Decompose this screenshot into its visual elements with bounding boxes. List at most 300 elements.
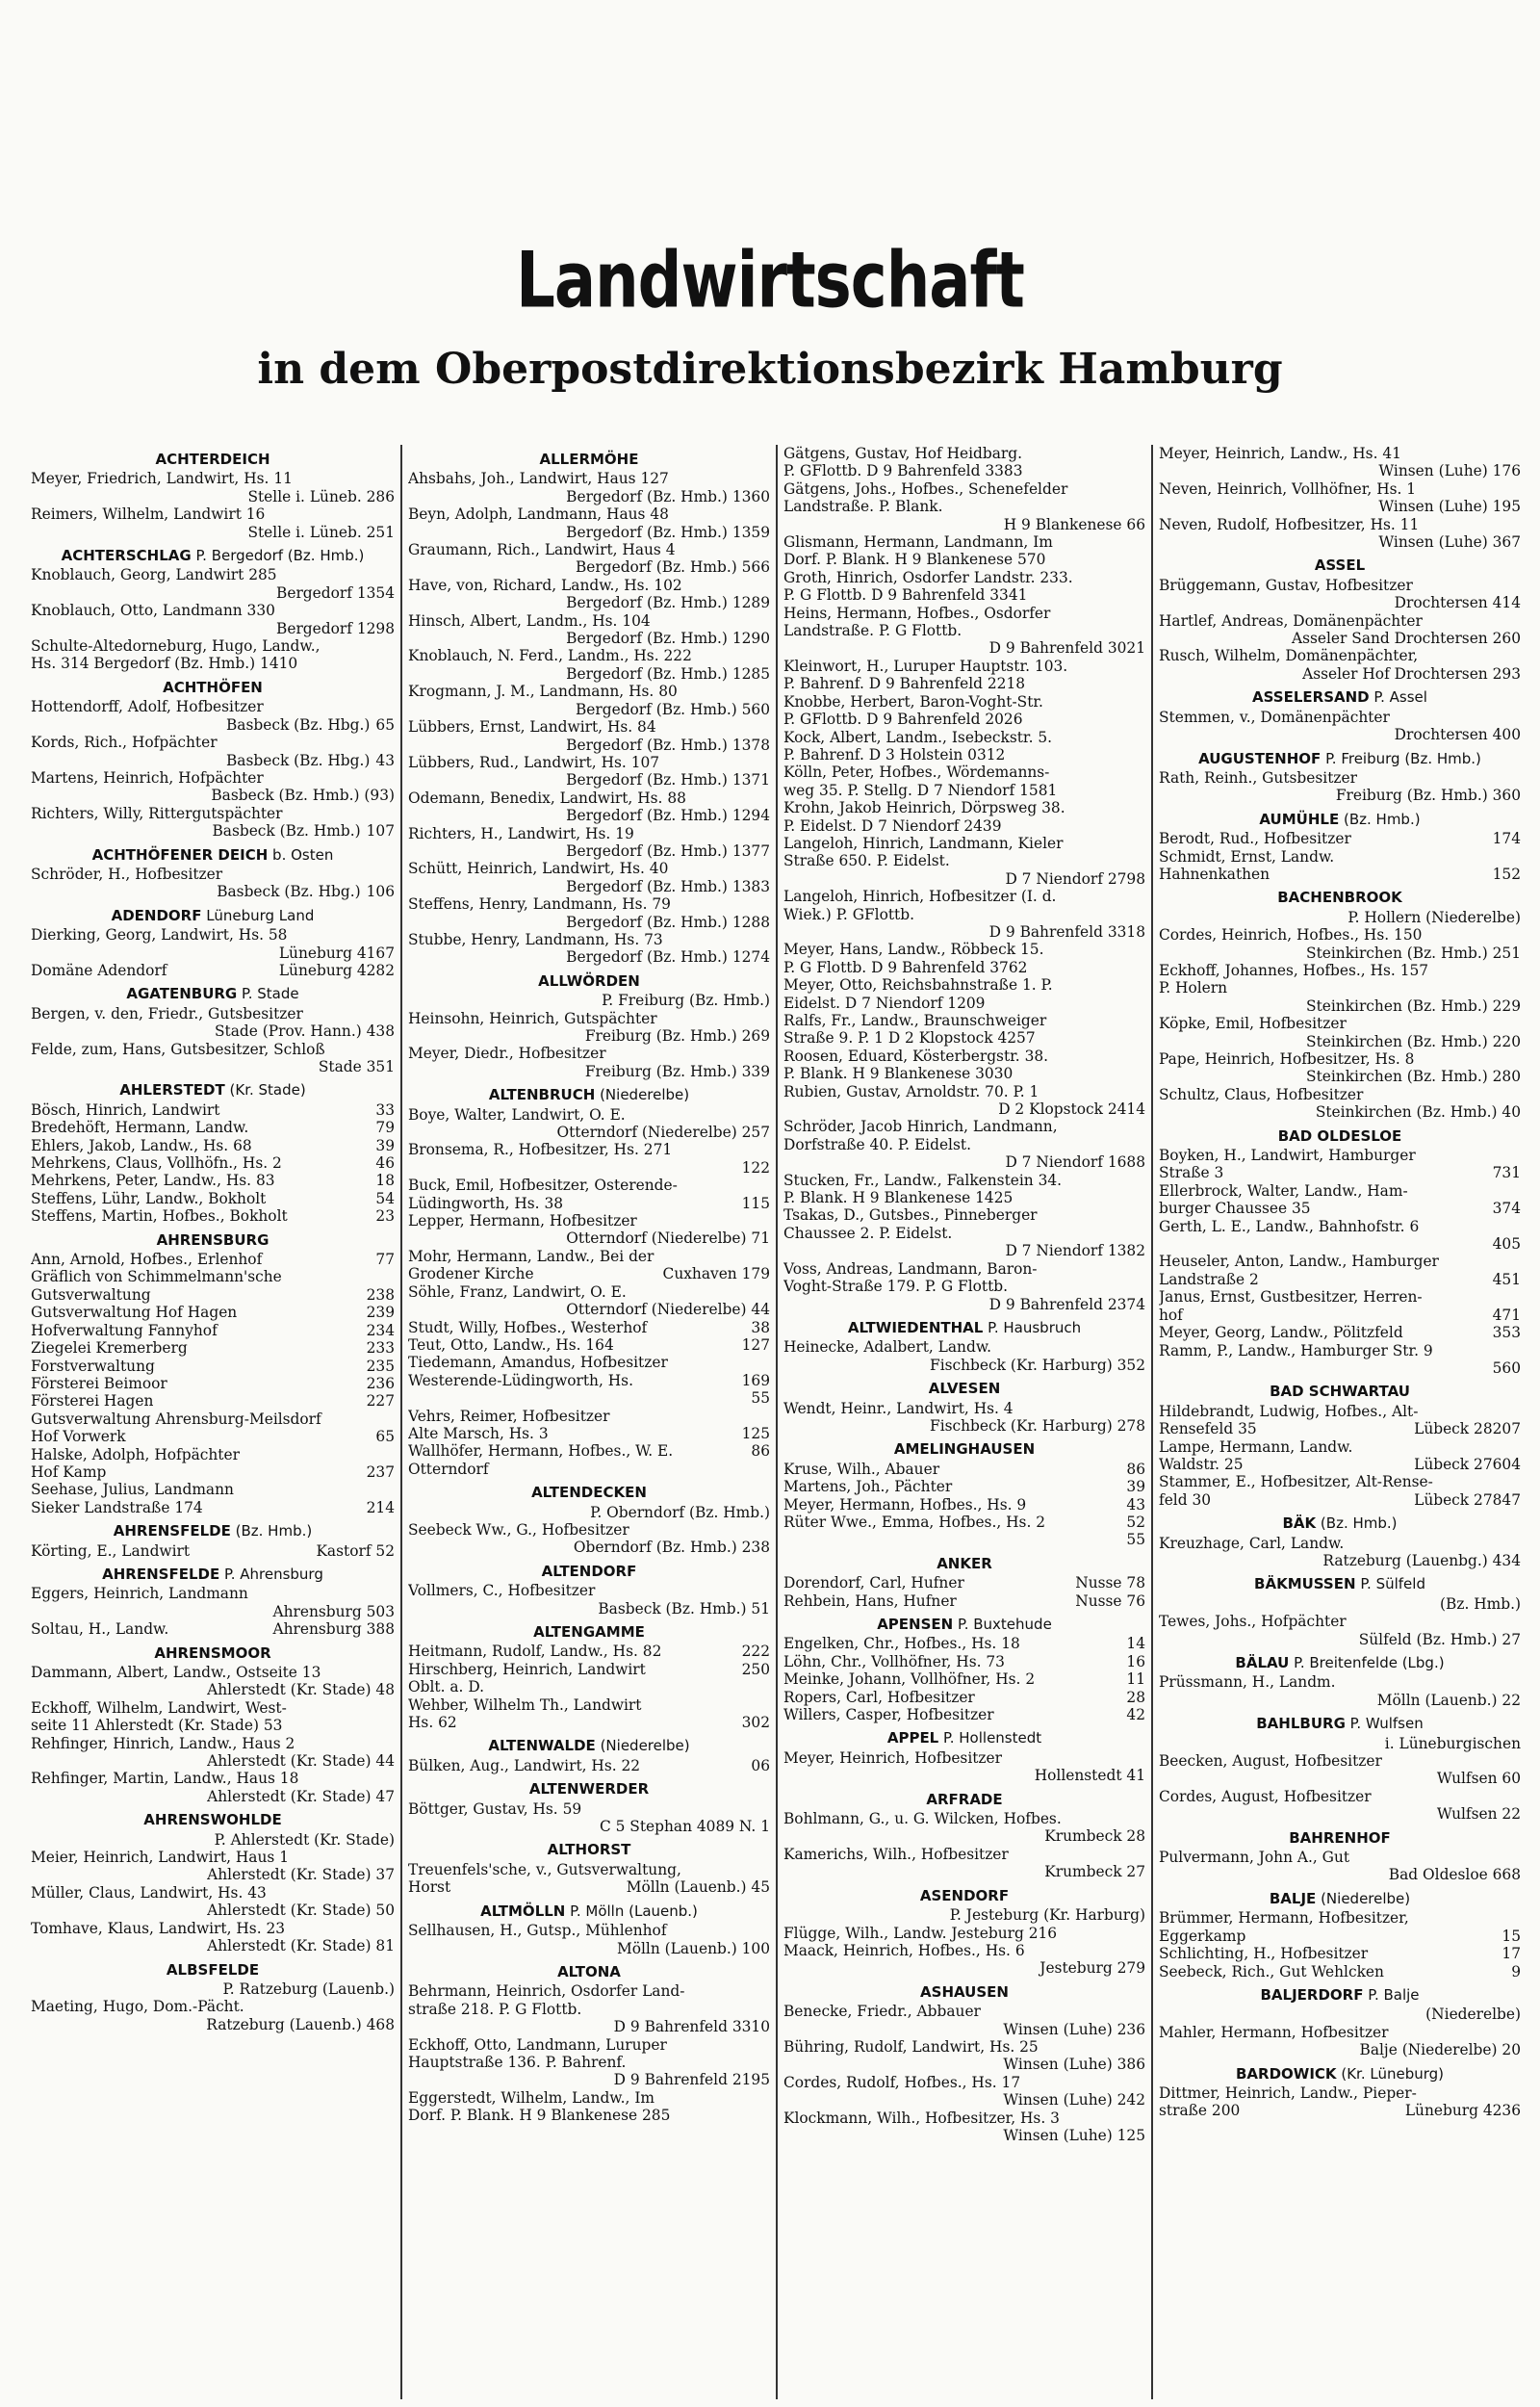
entry-phone-number: 65 xyxy=(375,1428,395,1446)
place-name: BAD SCHWARTAU xyxy=(1270,1383,1410,1401)
entry-line xyxy=(783,658,1145,675)
entry-line xyxy=(408,2001,770,2018)
entry-line xyxy=(408,914,770,931)
entry-line xyxy=(408,1818,770,1835)
entry-text: Freiburg (Bz. Hmb.) 339 xyxy=(584,1062,770,1080)
entry-line xyxy=(783,1118,1145,1135)
place-post-office: P. Ahrensburg xyxy=(224,1565,323,1583)
entry-phone-number: 11 xyxy=(1126,1670,1145,1689)
entry-phone-number: 79 xyxy=(375,1119,395,1137)
entry-line xyxy=(408,541,770,558)
place-name: AGATENBURG xyxy=(126,985,238,1003)
entry-phone-number: 65 xyxy=(375,715,395,734)
entry-text: Sülfeld (Bz. Hmb.) 27 xyxy=(1358,1630,1521,1648)
entry-text: Krumbeck 28 xyxy=(1044,1827,1145,1846)
entry-text: Groth, Hinrich, Osdorfer Landstr. 233. xyxy=(783,568,1073,586)
entry-line xyxy=(31,1980,395,1998)
entry-line xyxy=(31,1463,395,1481)
entry-line xyxy=(408,1940,770,1957)
entry-line xyxy=(1159,498,1521,515)
entry-line xyxy=(31,470,395,487)
entry-text: Ahlerstedt (Kr. Stade) 47 xyxy=(207,1787,395,1805)
entry-line xyxy=(408,718,770,736)
entry-phone-number: 39 xyxy=(375,1136,395,1154)
entry-text: Gätgens, Gustav, Hof Heidbarg. xyxy=(783,445,1023,462)
entry-line xyxy=(783,1461,1145,1478)
entry-text: Körting, E., Landwirt xyxy=(31,1541,191,1560)
entry-phone-number: 238 xyxy=(366,1285,395,1304)
entry-line xyxy=(1159,1324,1521,1341)
entry-line xyxy=(31,655,395,672)
entry-phone-number: 106 xyxy=(366,883,395,901)
entry-text: Steffens, Martin, Hofbes., Bokholt xyxy=(31,1207,288,1226)
entry-line xyxy=(408,2054,770,2071)
entry-line xyxy=(1159,1535,1521,1552)
entry-line xyxy=(31,1831,395,1849)
entry-line xyxy=(1159,647,1521,664)
place-heading xyxy=(31,1522,395,1540)
entry-line xyxy=(783,1357,1145,1374)
entry-line xyxy=(31,1717,395,1734)
entry-text: Lepper, Hermann, Hofbesitzer xyxy=(408,1212,637,1230)
entry-line xyxy=(1159,1403,1521,1420)
entry-text: Försterei Hagen xyxy=(31,1392,154,1411)
entry-text: Forstverwaltung xyxy=(31,1357,155,1375)
entry-text: Hildebrandt, Ludwig, Hofbes., Alt- xyxy=(1159,1402,1419,1420)
entry-text: Heinsohn, Heinrich, Gutspächter xyxy=(408,1009,657,1027)
entry-phone-number: 239 xyxy=(366,1304,395,1322)
entry-line xyxy=(408,1229,770,1247)
entry-line xyxy=(1159,997,1521,1015)
place-name: BAHRENHOF xyxy=(1289,1828,1391,1847)
entry-line xyxy=(408,1714,770,1731)
entry-line xyxy=(31,1411,395,1428)
place-name: AHLERSTEDT xyxy=(119,1081,225,1100)
entry-line xyxy=(408,737,770,754)
entry-text: Hof Vorwerk xyxy=(31,1428,126,1446)
place-heading xyxy=(1159,2065,1521,2083)
place-heading xyxy=(31,846,395,864)
entry-line xyxy=(1159,1770,1521,1787)
entry-line xyxy=(783,959,1145,976)
entry-line xyxy=(408,1106,770,1124)
place-name: ALLWÖRDEN xyxy=(538,971,640,990)
place-post-office: (Niederelbe) xyxy=(1321,1889,1411,1907)
entry-line xyxy=(31,1005,395,1022)
entry-line xyxy=(783,586,1145,604)
entry-text: Halske, Adolph, Hofpächter xyxy=(31,1445,240,1463)
place-name: ALLERMÖHE xyxy=(539,451,639,468)
entry-line xyxy=(1159,830,1521,847)
entry-line xyxy=(31,2016,395,2033)
entry-text: P. Holern xyxy=(1159,979,1228,997)
place-name: AHRENSBURG xyxy=(156,1230,270,1249)
entry-line xyxy=(408,683,770,700)
entry-line xyxy=(783,976,1145,994)
place-heading xyxy=(1159,1829,1521,1847)
entry-line xyxy=(1159,1491,1521,1509)
entry-line xyxy=(408,1124,770,1141)
entry-text: P. Jesteburg (Kr. Harburg) xyxy=(949,1906,1145,1925)
place-name: AHRENSMOOR xyxy=(154,1643,271,1662)
entry-text: Sellhausen, H., Gutsp., Mühlenhof xyxy=(408,1922,667,1940)
place-heading xyxy=(783,1319,1145,1336)
entry-text: Söhle, Franz, Landwirt, O. E. xyxy=(408,1282,627,1301)
entry-phone-number: 38 xyxy=(751,1318,770,1336)
entry-text: Mehrkens, Claus, Vollhöfn., Hs. 2 xyxy=(31,1154,282,1173)
place-post-office: (Niederelbe) xyxy=(600,1737,690,1755)
entry-text: D 7 Niendorf 2798 xyxy=(1005,869,1145,888)
entry-text: P. Eidelst. D 7 Niendorf 2439 xyxy=(783,816,1002,835)
entry-text: Otterndorf (Niederelbe) 257 xyxy=(556,1124,770,1142)
entry-line xyxy=(31,602,395,619)
entry-text: Behrmann, Heinrich, Osdorfer Land- xyxy=(408,1982,685,2001)
entry-text: Steinkirchen (Bz. Hmb.) 40 xyxy=(1315,1103,1521,1122)
entry-line xyxy=(1159,1473,1521,1490)
entry-phone-number: 169 xyxy=(741,1371,770,1389)
entry-text xyxy=(408,1389,745,1407)
entry-text: Willers, Casper, Hofbesitzer xyxy=(783,1706,994,1724)
entry-line xyxy=(783,1574,1145,1592)
entry-text: Kruse, Wilh., Abauer xyxy=(783,1460,940,1478)
entry-line xyxy=(31,752,395,769)
entry-line xyxy=(783,1338,1145,1356)
place-post-office: P. Freiburg (Bz. Hmb.) xyxy=(1325,749,1481,767)
entry-text: Buck, Emil, Hofbesitzer, Osterende- xyxy=(408,1177,678,1195)
entry-text: Pulvermann, John A., Gut xyxy=(1159,1849,1350,1867)
column-3 xyxy=(776,445,1151,2399)
entry-phone-number: Cuxhaven 179 xyxy=(662,1265,770,1283)
entry-text: Ziegelei Kremerberg xyxy=(31,1339,188,1358)
entry-text: Odemann, Benedix, Landwirt, Hs. 88 xyxy=(408,789,686,807)
entry-line xyxy=(783,1012,1145,1029)
entry-line xyxy=(1159,665,1521,683)
entry-text: Eidelst. D 7 Niendorf 1209 xyxy=(783,994,986,1012)
entry-line xyxy=(31,1620,395,1638)
entry-line xyxy=(31,1866,395,1883)
entry-text: Hollenstedt 41 xyxy=(1034,1767,1145,1785)
entry-text: P. GFlottb. D 9 Bahrenfeld 2026 xyxy=(783,711,1023,729)
entry-line xyxy=(783,1172,1145,1189)
entry-line xyxy=(783,445,1145,462)
entry-text: Tsakas, D., Gutsbes., Pinneberger xyxy=(783,1206,1038,1225)
entry-line xyxy=(1159,1164,1521,1181)
entry-line xyxy=(31,1058,395,1075)
entry-line xyxy=(783,1810,1145,1827)
entry-text: Dierking, Georg, Landwirt, Hs. 58 xyxy=(31,926,288,945)
entry-line xyxy=(408,992,770,1009)
entry-text: Steinkirchen (Bz. Hmb.) 251 xyxy=(1306,944,1521,962)
place-name: ALTENDORF xyxy=(541,1562,637,1580)
place-name: ALVESEN xyxy=(928,1380,1001,1398)
entry-line xyxy=(783,622,1145,639)
entry-text: Martens, Joh., Pächter xyxy=(783,1478,953,1496)
entry-text: (Niederelbe) xyxy=(1425,2006,1521,2024)
entry-text: Heinecke, Adalbert, Landw. xyxy=(783,1338,992,1357)
place-heading xyxy=(408,1902,770,1920)
entry-text: Seebeck, Rich., Gut Wehlcken xyxy=(1159,1962,1384,1980)
entry-text: D 7 Niendorf 1382 xyxy=(1005,1242,1145,1260)
entry-line xyxy=(408,771,770,789)
entry-line xyxy=(783,852,1145,869)
entry-line xyxy=(31,1752,395,1770)
entry-phone-number: 233 xyxy=(366,1339,395,1358)
entry-phone-number: 39 xyxy=(1126,1478,1145,1496)
entry-text: Alte Marsch, Hs. 3 xyxy=(408,1424,549,1442)
entry-text: Felde, zum, Hans, Gutsbesitzer, Schloß xyxy=(31,1040,325,1058)
entry-line xyxy=(783,1942,1145,1959)
entry-text: Wulfsen 22 xyxy=(1436,1805,1521,1824)
entry-text: burger Chaussee 35 xyxy=(1159,1200,1311,1218)
entry-line xyxy=(31,1304,395,1321)
entry-phone-number: Lüneburg 4282 xyxy=(278,961,395,979)
entry-text: Vehrs, Reimer, Hofbesitzer xyxy=(408,1407,610,1425)
entry-line xyxy=(408,1678,770,1695)
entry-line xyxy=(408,1861,770,1878)
entry-text: Heuseler, Anton, Landw., Hamburger xyxy=(1159,1253,1439,1271)
place-post-office: Lüneburg Land xyxy=(206,906,315,924)
entry-text: Beecken, August, Hofbesitzer xyxy=(1159,1752,1382,1771)
entry-line xyxy=(783,1959,1145,1977)
entry-phone-number: 127 xyxy=(741,1335,770,1354)
entry-line xyxy=(783,675,1145,692)
entry-line xyxy=(408,1600,770,1618)
place-name: ASHAUSEN xyxy=(920,1982,1009,2001)
place-post-office: P. Breitenfelde (Lbg.) xyxy=(1294,1654,1445,1671)
place-name: APPEL xyxy=(886,1729,939,1747)
entry-line xyxy=(1159,1752,1521,1770)
entry-line xyxy=(31,883,395,900)
entry-text: Bergedorf (Bz. Hmb.) 566 xyxy=(575,558,770,577)
entry-text: Wiek.) P. GFlottb. xyxy=(783,905,914,923)
entry-phone-number: Kastorf 52 xyxy=(316,1541,395,1560)
entry-line xyxy=(31,1251,395,1268)
entry-line xyxy=(31,1585,395,1602)
place-name: ASSELERSAND xyxy=(1252,688,1370,707)
entry-line xyxy=(1159,909,1521,926)
entry-text: Rath, Reinh., Gutsbesitzer xyxy=(1159,768,1357,787)
entry-line xyxy=(31,1603,395,1620)
entry-text: Rehfinger, Hinrich, Landw., Haus 2 xyxy=(31,1734,295,1752)
entry-line xyxy=(1159,1068,1521,1085)
place-heading xyxy=(783,1440,1145,1458)
entry-line xyxy=(31,1428,395,1445)
entry-phone-number: Nusse 78 xyxy=(1075,1574,1145,1592)
entry-text: Knobbe, Herbert, Baron-Voght-Str. xyxy=(783,692,1043,711)
entry-line xyxy=(1159,962,1521,979)
entry-text: Eggerstedt, Wilhelm, Landw., Im xyxy=(408,2088,654,2107)
entry-text: Rehbein, Hans, Hufner xyxy=(783,1592,957,1610)
entry-phone-number: 560 xyxy=(1492,1359,1521,1377)
entry-phone-number: 33 xyxy=(375,1100,395,1119)
place-heading xyxy=(1159,1575,1521,1592)
place-post-office: P. Hausbruch xyxy=(988,1318,1082,1336)
entry-phone-number: 125 xyxy=(741,1424,770,1442)
place-heading xyxy=(31,451,395,468)
entry-line xyxy=(408,807,770,824)
entry-text: Ahlerstedt (Kr. Stade) 44 xyxy=(207,1752,395,1771)
entry-phone-number: 353 xyxy=(1492,1324,1521,1342)
entry-text: Dorf. P. Blank. H 9 Blankenese 570 xyxy=(783,551,1046,569)
place-heading xyxy=(1159,1654,1521,1671)
entry-text: Stelle i. Lüneb. 286 xyxy=(247,487,395,505)
entry-text: Tiedemann, Amandus, Hofbesitzer xyxy=(408,1354,668,1372)
entry-text: Hs. 314 Bergedorf (Bz. Hmb.) 1410 xyxy=(31,655,298,673)
entry-line xyxy=(783,2038,1145,2056)
entry-line xyxy=(783,1925,1145,1942)
entry-text: Cordes, Rudolf, Hofbes., Hs. 17 xyxy=(783,2073,1021,2091)
place-name: ALTENWERDER xyxy=(528,1780,650,1799)
entry-line xyxy=(1159,2041,1521,2058)
entry-line xyxy=(31,787,395,804)
entry-phone-number: 115 xyxy=(741,1194,770,1212)
entry-text: Bergedorf (Bz. Hmb.) 560 xyxy=(575,700,770,718)
entry-line xyxy=(408,1800,770,1818)
entry-text: Straße 650. P. Eidelst. xyxy=(783,852,950,870)
entry-text xyxy=(408,1159,736,1177)
entry-line xyxy=(408,1265,770,1282)
entry-text: straße 218. P. G Flottb. xyxy=(408,2000,582,2018)
entry-line xyxy=(31,769,395,787)
entry-text: Treuenfels'sche, v., Gutsverwaltung, xyxy=(408,1860,681,1878)
entry-text: Mölln (Lauenb.) 100 xyxy=(616,1939,770,1957)
entry-line xyxy=(31,1770,395,1787)
entry-line xyxy=(783,551,1145,568)
entry-text: Meyer, Friedrich, Landwirt, Hs. 11 xyxy=(31,470,293,488)
entry-text: Meyer, Heinrich, Hofbesitzer xyxy=(783,1748,1003,1767)
entry-text: Krumbeck 27 xyxy=(1044,1863,1145,1881)
entry-text: Janus, Ernst, Gustbesitzer, Herren- xyxy=(1159,1288,1423,1307)
entry-line xyxy=(31,1937,395,1954)
entry-text: Grodener Kirche xyxy=(408,1265,534,1283)
entry-text: Soltau, H., Landw. xyxy=(31,1620,169,1639)
place-name: ALTENBRUCH xyxy=(488,1086,596,1104)
place-heading xyxy=(408,1086,770,1103)
entry-line xyxy=(31,805,395,822)
entry-line xyxy=(31,1022,395,1040)
entry-line xyxy=(408,1389,770,1407)
directory-columns xyxy=(25,445,1527,2399)
entry-text: Rüter Wwe., Emma, Hofbes., Hs. 2 xyxy=(783,1513,1046,1531)
entry-phone-number: 43 xyxy=(375,751,395,769)
entry-line xyxy=(783,764,1145,781)
place-heading xyxy=(408,1841,770,1858)
place-name: BÄLAU xyxy=(1235,1654,1290,1671)
entry-line xyxy=(783,462,1145,479)
entry-line xyxy=(783,1496,1145,1514)
entry-text: Wehber, Wilhelm Th., Landwirt xyxy=(408,1695,642,1714)
place-name: ALTENDECKEN xyxy=(531,1484,647,1502)
entry-text: Ehlers, Jakob, Landw., Hs. 68 xyxy=(31,1136,252,1154)
entry-line xyxy=(783,782,1145,799)
entry-line xyxy=(1159,1805,1521,1823)
entry-text: Graumann, Rich., Landwirt, Haus 4 xyxy=(408,541,676,559)
entry-text: D 7 Niendorf 1688 xyxy=(1005,1153,1145,1172)
entry-text: Freiburg (Bz. Hmb.) 360 xyxy=(1335,787,1521,805)
entry-text: Gutsverwaltung Hof Hagen xyxy=(31,1304,238,1322)
entry-text: Straße 9. P. 1 D 2 Klopstock 4257 xyxy=(783,1029,1036,1048)
entry-text: Ratzeburg (Lauenb.) 468 xyxy=(206,2015,395,2033)
entry-line xyxy=(408,948,770,966)
entry-line xyxy=(408,1504,770,1521)
entry-line xyxy=(408,505,770,523)
entry-line xyxy=(783,693,1145,711)
entry-line xyxy=(1159,866,1521,883)
entry-text: Bergedorf 1298 xyxy=(276,619,395,637)
entry-line xyxy=(408,2089,770,2107)
entry-line xyxy=(1159,612,1521,630)
entry-text: Kölln, Peter, Hofbes., Wördemanns- xyxy=(783,764,1050,782)
entry-line xyxy=(408,647,770,664)
entry-text: Otterndorf xyxy=(408,1460,489,1478)
entry-line xyxy=(783,1153,1145,1171)
entry-text: Langeloh, Hinrich, Landmann, Kieler xyxy=(783,834,1064,852)
entry-line xyxy=(31,584,395,602)
entry-text: Cordes, Heinrich, Hofbes., Hs. 150 xyxy=(1159,926,1423,945)
entry-line xyxy=(31,1268,395,1285)
entry-text: Bergedorf (Bz. Hmb.) 1371 xyxy=(566,771,770,789)
place-name: BACHENBROOK xyxy=(1277,889,1402,907)
entry-text: Straße 3 xyxy=(1159,1164,1224,1182)
entry-text: Winsen (Luhe) 195 xyxy=(1378,498,1521,516)
entry-text: D 9 Bahrenfeld 2374 xyxy=(988,1295,1145,1313)
place-name: ALTHORST xyxy=(547,1841,631,1859)
place-post-office: (Kr. Lüneburg) xyxy=(1341,2064,1444,2083)
entry-text: Winsen (Luhe) 386 xyxy=(1003,2056,1145,2074)
entry-line xyxy=(31,1137,395,1154)
entry-line xyxy=(31,488,395,505)
entry-phone-number: 302 xyxy=(741,1714,770,1732)
entry-line xyxy=(1159,1945,1521,1962)
entry-line xyxy=(1159,1086,1521,1103)
entry-text: Studt, Willy, Hofbes., Westerhof xyxy=(408,1318,648,1336)
entry-line xyxy=(31,1664,395,1681)
place-heading xyxy=(1159,688,1521,706)
entry-line xyxy=(408,665,770,683)
entry-text: Bergedorf (Bz. Hmb.) 1359 xyxy=(566,523,770,541)
entry-text: weg 35. P. Stellg. D 7 Niendorf 1581 xyxy=(783,781,1058,799)
entry-line xyxy=(408,789,770,807)
entry-text: Wendt, Heinr., Landwirt, Hs. 4 xyxy=(783,1399,1014,1417)
entry-text: Drochtersen 414 xyxy=(1394,594,1521,612)
entry-phone-number: 43 xyxy=(1126,1495,1145,1514)
page-title: Landwirtschaft xyxy=(516,236,1024,326)
entry-text: Boye, Walter, Landwirt, O. E. xyxy=(408,1105,626,1124)
entry-text: P. Blank. H 9 Blankenese 3030 xyxy=(783,1065,1014,1083)
entry-text: Hahnenkathen xyxy=(1159,865,1270,883)
place-name: ACHTERSCHLAG xyxy=(61,547,192,565)
entry-text: P. Oberndorf (Bz. Hmb.) xyxy=(590,1503,770,1521)
entry-text: Knoblauch, Georg, Landwirt 285 xyxy=(31,566,277,584)
entry-line xyxy=(1159,1147,1521,1164)
entry-text: Stelle i. Lüneb. 251 xyxy=(247,523,395,541)
entry-line xyxy=(408,1757,770,1774)
entry-line xyxy=(1159,2024,1521,2041)
place-name: ANKER xyxy=(937,1554,992,1572)
entry-line xyxy=(1159,1182,1521,1200)
entry-line xyxy=(31,1699,395,1717)
entry-text: Bergedorf (Bz. Hmb.) 1360 xyxy=(566,487,770,505)
entry-line xyxy=(783,2127,1145,2144)
place-name: AHRENSWOHLDE xyxy=(143,1811,282,1829)
entry-text: Winsen (Luhe) 125 xyxy=(1003,2126,1145,2144)
entry-text: P. Hollern (Niederelbe) xyxy=(1348,908,1521,926)
entry-line xyxy=(783,639,1145,657)
entry-text: Oblt. a. D. xyxy=(408,1678,485,1696)
entry-line xyxy=(783,1278,1145,1295)
entry-text: Ratzeburg (Lauenbg.) 434 xyxy=(1322,1551,1521,1569)
entry-text: Hofverwaltung Fannyhof xyxy=(31,1321,218,1339)
